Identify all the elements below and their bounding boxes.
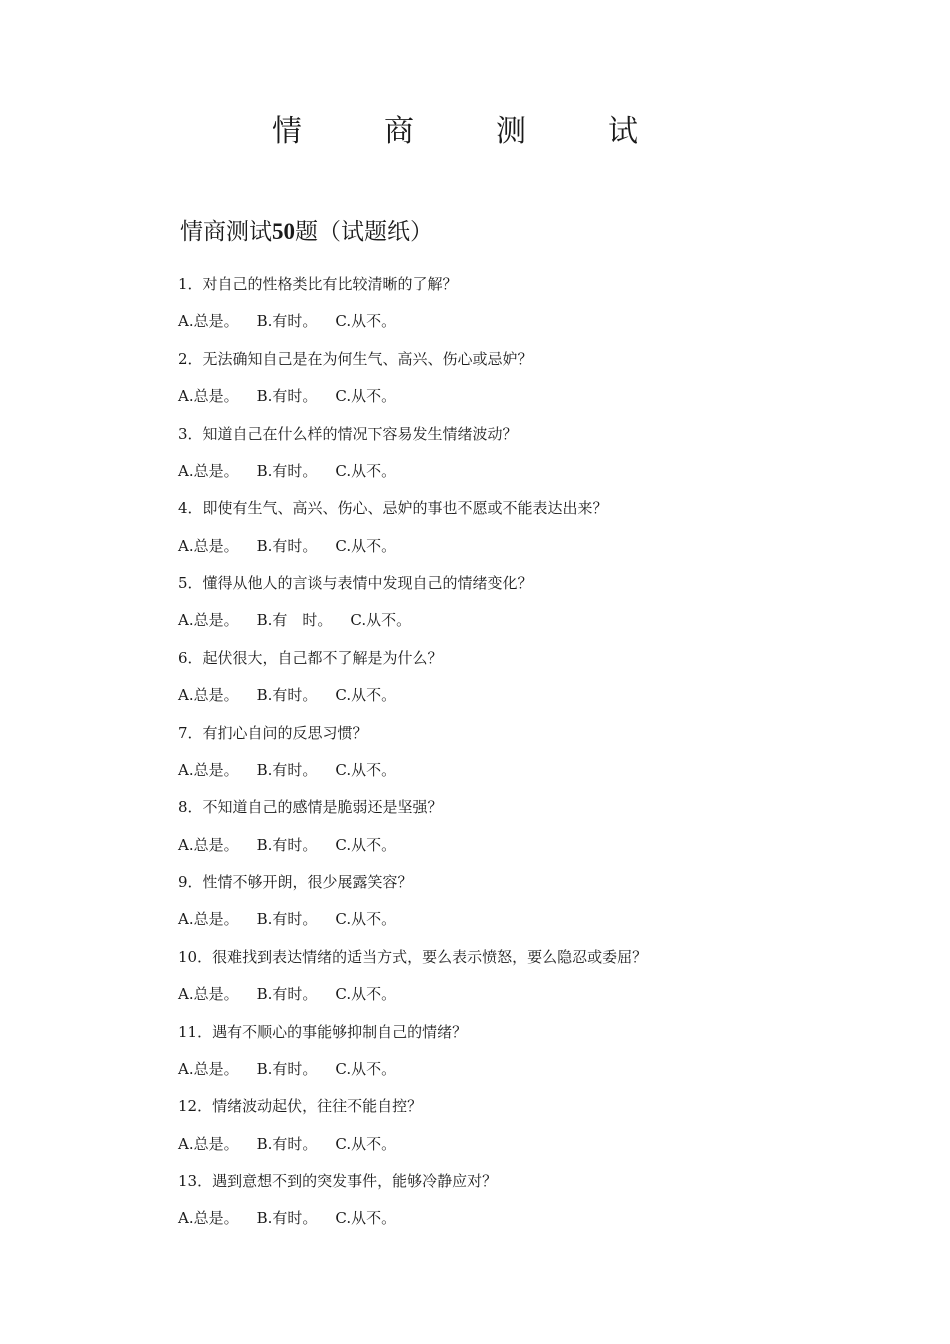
question-text: 10．很难找到表达情绪的适当方式，要么表示愤怒，要么隐忍或委屈？	[178, 947, 648, 966]
option-b: B.有时。	[256, 760, 318, 779]
answer-options	[178, 904, 878, 941]
answer-options	[178, 306, 878, 343]
option-a: A.总是。	[178, 611, 239, 630]
option-a: A.总是。	[178, 910, 239, 929]
answer-options	[178, 979, 878, 1016]
option-c: C.从不。	[335, 686, 397, 705]
question-text: 11．遇有不顺心的事能够抑制自己的情绪？	[178, 1022, 468, 1041]
option-b: B.有时。	[256, 387, 318, 406]
option-b: B.有时。	[256, 312, 318, 331]
option-c: C.从不。	[335, 760, 397, 779]
page-title: 情 商 测 试	[272, 114, 664, 149]
option-c: C.从不。	[335, 835, 397, 854]
question-item	[178, 643, 878, 718]
option-c: C.从不。	[335, 387, 397, 406]
question-item	[178, 867, 878, 942]
option-b: B.有 时。	[256, 611, 333, 630]
answer-options	[178, 830, 878, 867]
question-item	[178, 493, 878, 568]
option-a: A.总是。	[178, 835, 239, 854]
question-text: 12．情绪波动起伏，往往不能自控？	[178, 1097, 423, 1116]
answer-options	[178, 680, 878, 717]
question-text: 8．不知道自己的感情是脆弱还是坚强？	[178, 798, 443, 817]
answer-options	[178, 605, 878, 642]
question-list	[178, 269, 878, 1241]
option-c: C.从不。	[335, 1209, 397, 1228]
option-a: A.总是。	[178, 1134, 239, 1153]
option-a: A.总是。	[178, 985, 239, 1004]
question-item	[178, 344, 878, 419]
option-a: A.总是。	[178, 536, 239, 555]
question-item	[178, 419, 878, 494]
answer-options	[178, 381, 878, 418]
option-a: A.总是。	[178, 387, 239, 406]
option-b: B.有时。	[256, 1209, 318, 1228]
option-c: C.从不。	[335, 536, 397, 555]
option-a: A.总是。	[178, 312, 239, 331]
question-item	[178, 1091, 878, 1166]
option-c: C.从不。	[335, 461, 397, 480]
answer-options	[178, 1129, 878, 1166]
answer-options	[178, 1203, 878, 1240]
document-subtitle	[180, 216, 433, 248]
subtitle-prefix: 情商测试	[180, 219, 272, 245]
option-a: A.总是。	[178, 1059, 239, 1078]
subtitle-number: 50	[272, 219, 295, 244]
option-c: C.从不。	[335, 985, 397, 1004]
question-item	[178, 942, 878, 1017]
question-item	[178, 718, 878, 793]
option-a: A.总是。	[178, 686, 239, 705]
option-c: C.从不。	[335, 1059, 397, 1078]
question-item	[178, 568, 878, 643]
option-b: B.有时。	[256, 536, 318, 555]
answer-options	[178, 456, 878, 493]
question-text: 5．懂得从他人的言谈与表情中发现自己的情绪变化？	[178, 574, 533, 592]
option-c: C.从不。	[350, 611, 412, 630]
question-item	[178, 792, 878, 867]
option-b: B.有时。	[256, 686, 318, 705]
question-item	[178, 1166, 878, 1241]
answer-options	[178, 1054, 878, 1091]
subtitle-suffix: 题（试题纸）	[295, 219, 433, 245]
option-c: C.从不。	[335, 910, 397, 929]
question-text: 4．即使有生气、高兴、伤心、忌妒的事也不愿或不能表达出来？	[178, 499, 608, 518]
option-b: B.有时。	[256, 985, 318, 1004]
question-text: 2．无法确知自己是在为何生气、高兴、伤心或忌妒？	[178, 349, 533, 368]
option-b: B.有时。	[256, 1134, 318, 1153]
answer-options	[178, 755, 878, 792]
option-b: B.有时。	[256, 1059, 318, 1078]
option-a: A.总是。	[178, 1209, 239, 1228]
option-b: B.有时。	[256, 461, 318, 480]
option-a: A.总是。	[178, 461, 239, 480]
question-text: 13．遇到意想不到的突发事件，能够冷静应对？	[178, 1172, 498, 1190]
question-text: 1．对自己的性格类比有比较清晰的了解？	[178, 275, 458, 293]
option-b: B.有时。	[256, 835, 318, 854]
question-text: 6．起伏很大，自己都不了解是为什么？	[178, 648, 443, 667]
question-text: 7．有扪心自问的反思习惯？	[178, 723, 368, 742]
question-text: 3．知道自己在什么样的情况下容易发生情绪波动？	[178, 424, 518, 443]
question-item	[178, 269, 878, 344]
option-c: C.从不。	[335, 1134, 397, 1153]
question-text: 9．性情不够开朗，很少展露笑容？	[178, 873, 413, 891]
answer-options	[178, 531, 878, 568]
option-c: C.从不。	[335, 312, 397, 331]
option-a: A.总是。	[178, 760, 239, 779]
option-b: B.有时。	[256, 910, 318, 929]
question-item	[178, 1017, 878, 1092]
